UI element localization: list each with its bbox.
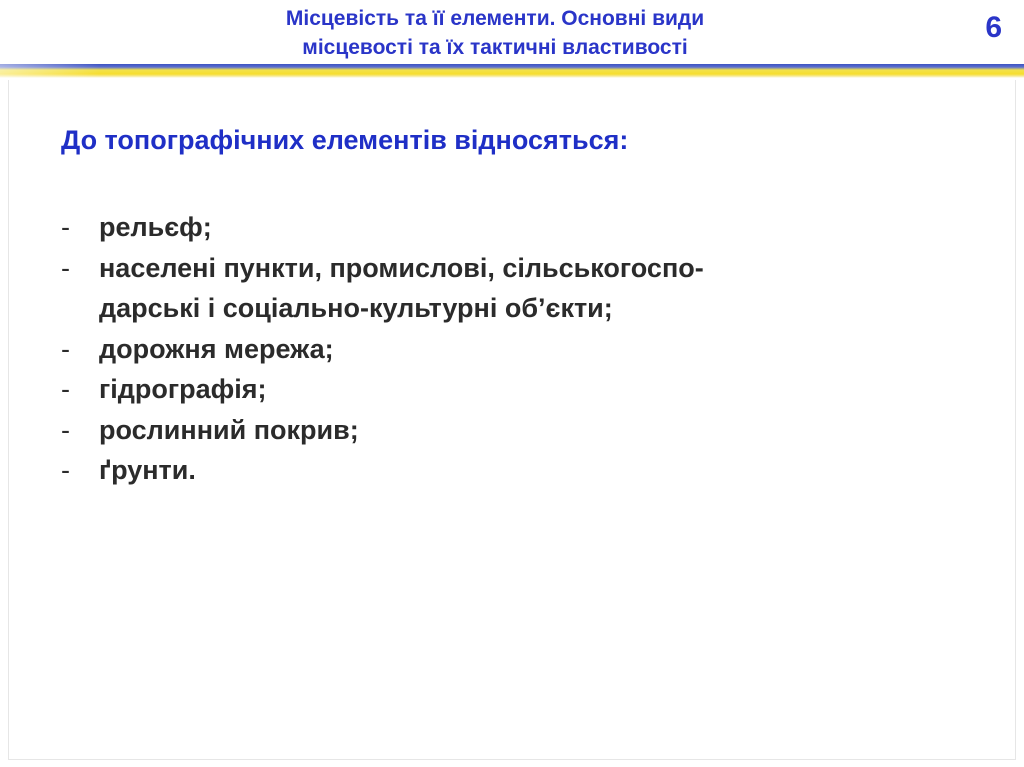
list-item-text: гідрографія;: [99, 374, 267, 404]
list-item-text: населені пункти, промислові, сільськогоспо- дарські і соціально-культурні об’єкти;: [99, 252, 704, 323]
list-item: [61, 248, 961, 329]
slide-title-line-2: місцевості та їх тактичні властивості: [302, 36, 688, 59]
list-item-text: дорожня мережа;: [99, 333, 334, 364]
list-item: [61, 329, 961, 370]
bullet-dash: -: [61, 414, 70, 445]
list-item-text: рослинний покрив;: [99, 414, 359, 445]
intro-heading: До топографічних елементів відносяться:: [61, 125, 629, 155]
bullet-dash: -: [61, 455, 70, 485]
slide-number: 6: [985, 11, 1002, 44]
header-divider-stripe: [0, 64, 1024, 78]
list-item: [61, 410, 961, 451]
slide-header: [0, 0, 1024, 66]
bullet-dash: -: [61, 374, 70, 404]
stripe-fade: [0, 64, 100, 78]
bullet-dash: -: [61, 333, 70, 364]
list-item-text: рельєф;: [99, 212, 212, 242]
bullet-dash: -: [61, 212, 70, 242]
list-item: [61, 207, 961, 248]
list-item: [61, 450, 961, 491]
slide-title: [150, 4, 840, 62]
bullet-dash: -: [61, 252, 70, 283]
element-list: [61, 207, 961, 491]
list-item: [61, 369, 961, 410]
list-item-text: ґрунти.: [99, 455, 196, 485]
slide-title-line-1: Місцевість та її елементи. Основні види: [285, 7, 705, 30]
